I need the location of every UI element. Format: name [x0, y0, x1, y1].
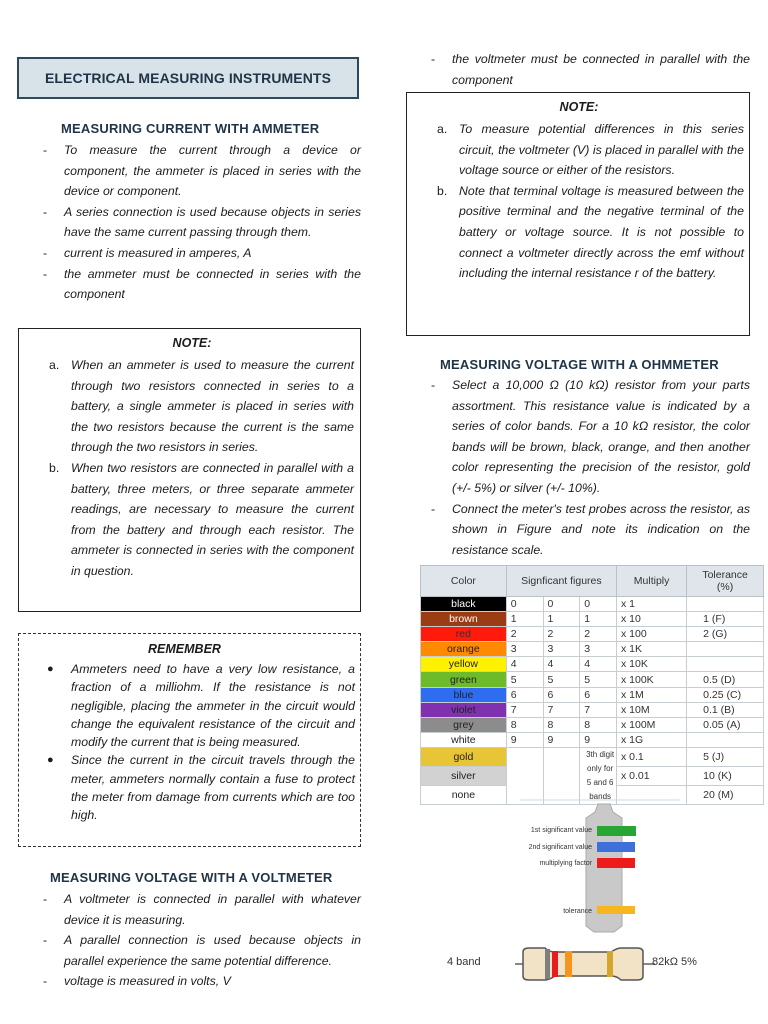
tolerance-cell: [687, 597, 764, 612]
ammeter-list: [64, 140, 361, 305]
label-multiplier: multiplying factor: [539, 860, 592, 867]
digit-cell: 4: [580, 657, 617, 672]
multiplier-cell: x 100K: [617, 672, 687, 687]
digit-cell: 7: [506, 702, 543, 717]
digit-cell: 4: [543, 657, 580, 672]
list-item: [49, 355, 354, 458]
resistor-shape: [523, 948, 643, 980]
color-code-table: [420, 565, 764, 805]
tolerance-unit: (%): [716, 581, 734, 593]
multiplier-cell: x 0.1: [617, 747, 687, 766]
digit-cell: 0: [506, 597, 543, 612]
digit-cell: 3: [580, 642, 617, 657]
multiplier-cell: x 1K: [617, 642, 687, 657]
col-color: Color: [421, 566, 507, 597]
digit-cell: 5: [580, 672, 617, 687]
digit-cell: 9: [543, 732, 580, 747]
note-list: [437, 119, 744, 284]
table-header-row: [421, 566, 764, 597]
label-second: 2nd significant value: [528, 844, 592, 851]
digit-cell: 8: [543, 717, 580, 732]
tolerance-cell: 5 (J): [687, 747, 764, 766]
digit-cell: 5: [506, 672, 543, 687]
digit-cell: 2: [580, 627, 617, 642]
tolerance-cell: 2 (G): [687, 627, 764, 642]
digit-cell: 1: [506, 612, 543, 627]
color-swatch-orange: orange: [421, 642, 507, 657]
table-row: [421, 597, 764, 612]
ohmmeter-list: [452, 375, 750, 560]
digit-cell: 7: [580, 702, 617, 717]
list-item-text: To measure potential differences in this series circuit, the voltmeter (V) is placed in parallel with the voltage source or either of the resistors.: [459, 122, 744, 178]
label-first: 1st significant value: [530, 827, 592, 834]
list-item: ● Ammeters need to have a very low resistance, a fraction of a milliohm. If the resistance is not negligible, placing the ammeter in the circuit would change the equivalent resistance of the circuit and modify the current that is being measured.: [71, 660, 355, 751]
digit-cell: 5: [543, 672, 580, 687]
col-significant: Signficant figures: [506, 566, 616, 597]
band-grey: [545, 949, 550, 979]
table-row: [421, 702, 764, 717]
color-swatch-brown: brown: [421, 612, 507, 627]
list-item: - Connect the meter's test probes across the resistor, as shown in Figure and note its indication on the resistance scale.: [452, 499, 750, 561]
color-swatch-yellow: yellow: [421, 657, 507, 672]
col-tolerance: [687, 566, 764, 597]
label-tolerance: tolerance: [563, 908, 592, 915]
digit-cell: 6: [543, 687, 580, 702]
multiplier-cell: x 10: [617, 612, 687, 627]
multiplier-cell: x 100M: [617, 717, 687, 732]
tolerance-cell: 0.25 (C): [687, 687, 764, 702]
multiplier-cell: x 10K: [617, 657, 687, 672]
list-item-text: When an ammeter is used to measure the current through two resistors connected in series to a battery, a single ammeter is placed in series with the two resistors because the current is the same through the two resistors in series.: [71, 358, 354, 455]
list-item: [437, 119, 744, 181]
band-pointers: [600, 826, 690, 946]
table-cell: [506, 747, 543, 804]
note-box-voltmeter: [406, 92, 750, 336]
multiplier-cell: x 1G: [617, 732, 687, 747]
band-count-label: 4 band: [447, 956, 481, 968]
table-row: [421, 717, 764, 732]
digit-cell: 7: [543, 702, 580, 717]
table-cell: [543, 747, 580, 804]
remember-title: REMEMBER: [148, 642, 221, 656]
note-box-ammeter: [18, 328, 361, 612]
color-swatch-violet: violet: [421, 702, 507, 717]
list-marker: b.: [49, 460, 60, 475]
band-orange: [565, 951, 572, 977]
digit-cell: 6: [506, 687, 543, 702]
note-list: [49, 355, 354, 582]
list-item: - the ammeter must be connected in series with the component: [64, 264, 361, 305]
color-table-body: [421, 597, 764, 805]
table-row: [421, 657, 764, 672]
list-item: - A voltmeter is connected in parallel with whatever device it is measuring.: [64, 889, 361, 930]
list-marker: a.: [49, 358, 60, 372]
digit-cell: 9: [580, 732, 617, 747]
list-item-text: Note that terminal voltage is measured between the positive terminal and the negative terminal of the battery or voltage source. It is not possible to connect a voltmeter directly across the emf without including the internal resistance r of the battery.: [459, 183, 744, 281]
multiplier-cell: x 10M: [617, 702, 687, 717]
color-swatch-blue: blue: [421, 687, 507, 702]
list-item: - Select a 10,000 Ω (10 kΩ) resistor from your parts assortment. This resistance value is indicated by a series of color bands. For a 10 kΩ resistor, the color bands will be brown, black, orange, and then another color representing the precision of the resistor, gold (+/- 5%) or silver (+/- 10%).: [452, 375, 750, 499]
digit-cell: 0: [580, 597, 617, 612]
table-row: [421, 672, 764, 687]
table-row: [421, 687, 764, 702]
tolerance-cell: 0.5 (D): [687, 672, 764, 687]
tolerance-label: Tolerance: [702, 569, 748, 581]
list-item: - A series connection is used because objects in series have the same current passing through them.: [64, 202, 361, 243]
table-row: [421, 732, 764, 747]
list-item-text: When two resistors are connected in parallel with a battery, three meters, or three separate ammeter readings, are necessary to measure the current from the battery and through each resistor. The ammeter is connected in series with the component in question.: [71, 460, 354, 578]
page-title: ELECTRICAL MEASURING INSTRUMENTS: [17, 57, 359, 99]
color-swatch-silver: silver: [421, 766, 507, 785]
list-item: - current is measured in amperes, A: [64, 243, 361, 264]
digit-cell: 6: [580, 687, 617, 702]
list-item: ● Since the current in the circuit travels through the meter, ammeters normally contain a fuse to protect the meter from damage from currents which are too high.: [71, 751, 355, 824]
color-swatch-red: red: [421, 627, 507, 642]
band-gold: [607, 951, 613, 977]
digit-cell: 0: [543, 597, 580, 612]
table-row: [421, 642, 764, 657]
tolerance-cell: 10 (K): [687, 766, 764, 785]
ammeter-heading: MEASURING CURRENT WITH AMMETER: [61, 121, 320, 136]
digit-cell: 1: [580, 612, 617, 627]
resistor-4band-image: [515, 944, 655, 984]
color-swatch-gold: gold: [421, 747, 507, 766]
digit-cell: 3: [543, 642, 580, 657]
list-item: - A parallel connection is used because objects in parallel experience the same potential difference.: [64, 930, 361, 971]
tolerance-cell: 0.05 (A): [687, 717, 764, 732]
digit-cell: 4: [506, 657, 543, 672]
digit-cell: 9: [506, 732, 543, 747]
digit-cell: 2: [506, 627, 543, 642]
color-swatch-none: none: [421, 785, 507, 804]
resistor-value-label: 82kΩ 5%: [652, 956, 697, 968]
digit-cell: 8: [580, 717, 617, 732]
note-title: NOTE:: [172, 336, 212, 350]
multiplier-cell: x 100: [617, 627, 687, 642]
voltmeter-heading: MEASURING VOLTAGE WITH A VOLTMETER: [50, 870, 333, 885]
note-title: NOTE:: [559, 100, 599, 114]
list-item: - voltage is measured in volts, V: [64, 971, 361, 992]
col-multiply: Multiply: [617, 566, 687, 597]
color-swatch-grey: grey: [421, 717, 507, 732]
list-item: [437, 181, 744, 284]
tolerance-cell: [687, 657, 764, 672]
multiplier-cell: x 1: [617, 597, 687, 612]
voltmeter-list-continued: [452, 49, 750, 90]
ohmmeter-heading: MEASURING VOLTAGE WITH A OHMMETER: [440, 357, 719, 372]
color-swatch-black: black: [421, 597, 507, 612]
tolerance-cell: 20 (M): [687, 785, 764, 804]
list-item: - To measure the current through a device or component, the ammeter is placed in series with the device or component.: [64, 140, 361, 202]
table-row: [421, 747, 764, 766]
tolerance-cell: [687, 642, 764, 657]
table-row: [421, 612, 764, 627]
voltmeter-list: [64, 889, 361, 992]
tolerance-cell: 1 (F): [687, 612, 764, 627]
band-first-right: [600, 826, 636, 836]
list-item: - the voltmeter must be connected in parallel with the component: [452, 49, 750, 90]
remember-box: [18, 633, 361, 847]
list-marker: b.: [437, 183, 448, 198]
band-red: [552, 951, 558, 977]
tolerance-cell: 0.1 (B): [687, 702, 764, 717]
color-swatch-white: white: [421, 732, 507, 747]
tolerance-cell: [687, 732, 764, 747]
remember-list: [71, 660, 355, 825]
digit-cell: 1: [543, 612, 580, 627]
table-row: [421, 627, 764, 642]
multiplier-cell: x 0.01: [617, 766, 687, 785]
multiplier-cell: x 1M: [617, 687, 687, 702]
digit-cell: 2: [543, 627, 580, 642]
list-item: [49, 458, 354, 582]
list-marker: a.: [437, 122, 448, 136]
color-swatch-green: green: [421, 672, 507, 687]
third-digit-note: 3th digit only for 5 and 6 bands: [580, 747, 617, 804]
digit-cell: 3: [506, 642, 543, 657]
digit-cell: 8: [506, 717, 543, 732]
